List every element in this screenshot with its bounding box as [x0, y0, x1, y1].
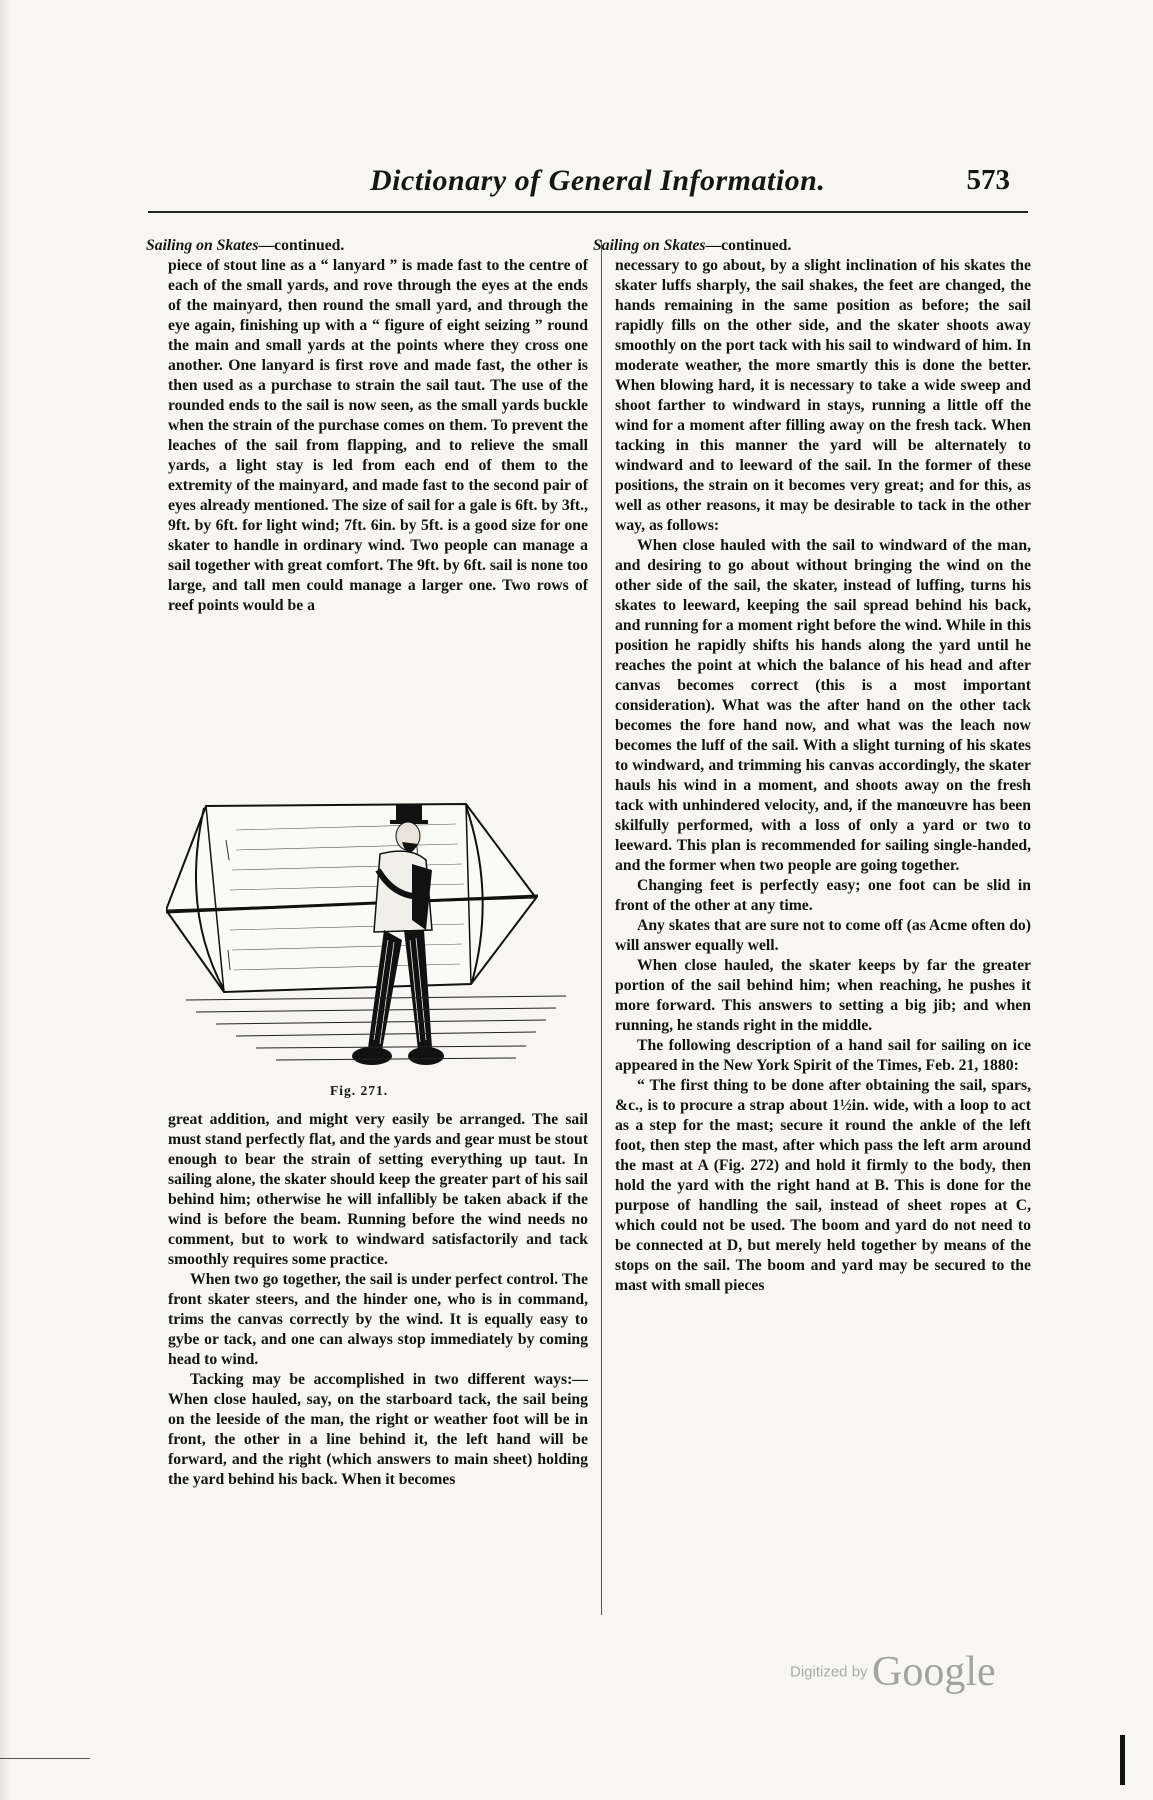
watermark-prefix: Digitized by: [790, 1663, 868, 1681]
right-paragraph-1: necessary to go about, by a slight inclination of his skates the skater luffs sharply, the sail shakes, the feet are changed, the hands remaining in the same position as before; the sail rapidly fills on the other side, and the skater shoots away smoothly on the port tack with his sail to windward of him. In moderate weather, the more smartly this is done the better. When blowing hard, it is necessary to take a wide sweep and shoot farther to windward in stays, running a little off the wind for a moment after filling away on the fresh tack. When tacking in this manner the yard will be alternately to windward and to leeward of the sail. In the former of these positions, the strain on it becomes very great; and for this, as well as other reasons, it may be desirable to tack in the other way, as follows:: [615, 257, 1031, 534]
left-paragraph-3: When two go together, the sail is under perfect control. The front skater steers, and the hinder one, who is in command, trims the canvas correctly by the wind. It is equally easy to gybe or tack, and one can always stop immediately by coming head to wind.: [168, 1271, 588, 1368]
skate-sail-illustration: [166, 800, 602, 1098]
running-title: Dictionary of General Information.: [370, 164, 826, 197]
column-divider: [601, 240, 602, 1615]
left-section-title: Sailing on Skates: [146, 237, 259, 254]
left-continued-label: —continued.: [258, 237, 345, 254]
right-section-heading: [593, 236, 1031, 256]
left-paragraph-4: Tacking may be accomplished in two different ways:—When close hauled, say, on the starboard tack, the sail being on the leeside of the man, the right or weather foot will be in front, the other in a line behind it, the left hand will be forward, and the right (which answers to main sheet) holding the yard behind his back. When it becomes: [168, 1371, 588, 1488]
page-edge-mark: [1120, 1735, 1125, 1785]
bottom-rule: [0, 1758, 90, 1759]
figure-caption: Fig. 271.: [330, 1083, 389, 1098]
right-continued-label: —continued.: [705, 237, 792, 254]
left-paragraph-1: piece of stout line as a “ lanyard ” is made fast to the centre of each of the small yards, and rove through the eyes at the ends of the mainyard, then round the small yard, and through the eye again, finishing up with a “ figure of eight seizing ” round the main and small yards at the points where they cross one another. One lanyard is first rove and made fast, the other is then used as a purchase to strain the sail taut. The use of the rounded ends to the sail is now seen, as the small yards buckle when the strain of the purchase comes on them. To prevent the leaches of the sail from flapping, and to relieve the small yards, a light stay is led from each end of them to the extremity of the mainyard, and made fast to the second pair of eyes already mentioned. The size of sail for a gale is 6ft. by 3ft., 9ft. by 6ft. for light wind; 7ft. 6in. by 5ft. is a good size for one skater to handle in ordinary wind. Two people can manage a sail together with great comfort. The 9ft. by 6ft. sail is none too large, and tall men could manage a larger one. Two rows of reef points would be a: [168, 257, 588, 614]
digitized-watermark: [790, 1648, 996, 1696]
right-section-title: Sailing on Skates: [593, 237, 706, 254]
right-column: [593, 236, 1031, 1296]
right-paragraph-7: “ The first thing to be done after obtaining the sail, spars, &c., is to procure a strap about 1½in. wide, with a loop to act as a step for the mast; secure it round the ankle of the left foot, then step the mast, after which pass the left arm around the mast at A (Fig. 272) and hold it firmly to the body, then hold the yard with the right hand at B. This is done for the purpose of handling the sail, instead of sheet ropes at C, which could not be used. The boom and yard do not need to be connected at D, but merely held together by means of the stops on the sail. The boom and yard may be secured to the mast with small pieces: [615, 1077, 1031, 1294]
left-column-continued: [168, 1110, 588, 1490]
scan-edge: [0, 0, 12, 1800]
right-paragraph-5: When close hauled, the skater keeps by far the greater portion of the sail behind him; when reaching, he pushes it more forward. This answers to setting a big jib; and when running, he stands right in the middle.: [615, 957, 1031, 1034]
left-section-heading: [146, 236, 588, 256]
right-paragraph-4: Any skates that are sure not to come off (as Acme often do) will answer equally well.: [615, 917, 1031, 954]
left-paragraph-2: great addition, and might very easily be arranged. The sail must stand perfectly flat, and the yards and gear must be stout enough to bear the strain of setting everything up taut. In sailing alone, the skater should keep the greater part of his sail behind him; otherwise he will infallibly be taken aback if the wind is before the beam. Running before the wind needs no comment, but to work to windward satisfactorily and tack smoothly requires some practice.: [168, 1111, 588, 1268]
running-header: [148, 160, 1028, 208]
header-rule: [148, 211, 1028, 213]
right-paragraph-6: The following description of a hand sail for sailing on ice appeared in the New York Spirit of the Times, Feb. 21, 1880:: [615, 1037, 1031, 1074]
page-number: 573: [966, 164, 1010, 196]
figure-271: [166, 800, 602, 1098]
right-paragraph-2: When close hauled with the sail to windward of the man, and desiring to go about without bringing the wind on the other side of the sail, the skater, instead of luffing, turns his skates to leeward, keeping the sail spread behind his back, and running for a moment right before the wind. While in this position he rapidly shifts his hands along the yard until he reaches the point at which the balance of his head and after canvas becomes correct (this is a most important consideration). What was the after hand on the other tack becomes the fore hand now, and what was the leach now becomes the luff of the sail. With a slight turning of his skates to windward, and trimming his canvas accordingly, the skater hauls his wind in a moment, and shoots away on the fresh tack with unhindered velocity, and, if the manœuvre has been skilfully performed, with a loss of only a yard or two to leeward. This plan is recommended for sailing single-handed, and the former when two people are going together.: [615, 537, 1031, 874]
right-paragraph-3: Changing feet is perfectly easy; one foot can be slid in front of the other at any time.: [615, 877, 1031, 914]
left-column: [146, 236, 588, 616]
google-logo: Google: [872, 1649, 996, 1695]
